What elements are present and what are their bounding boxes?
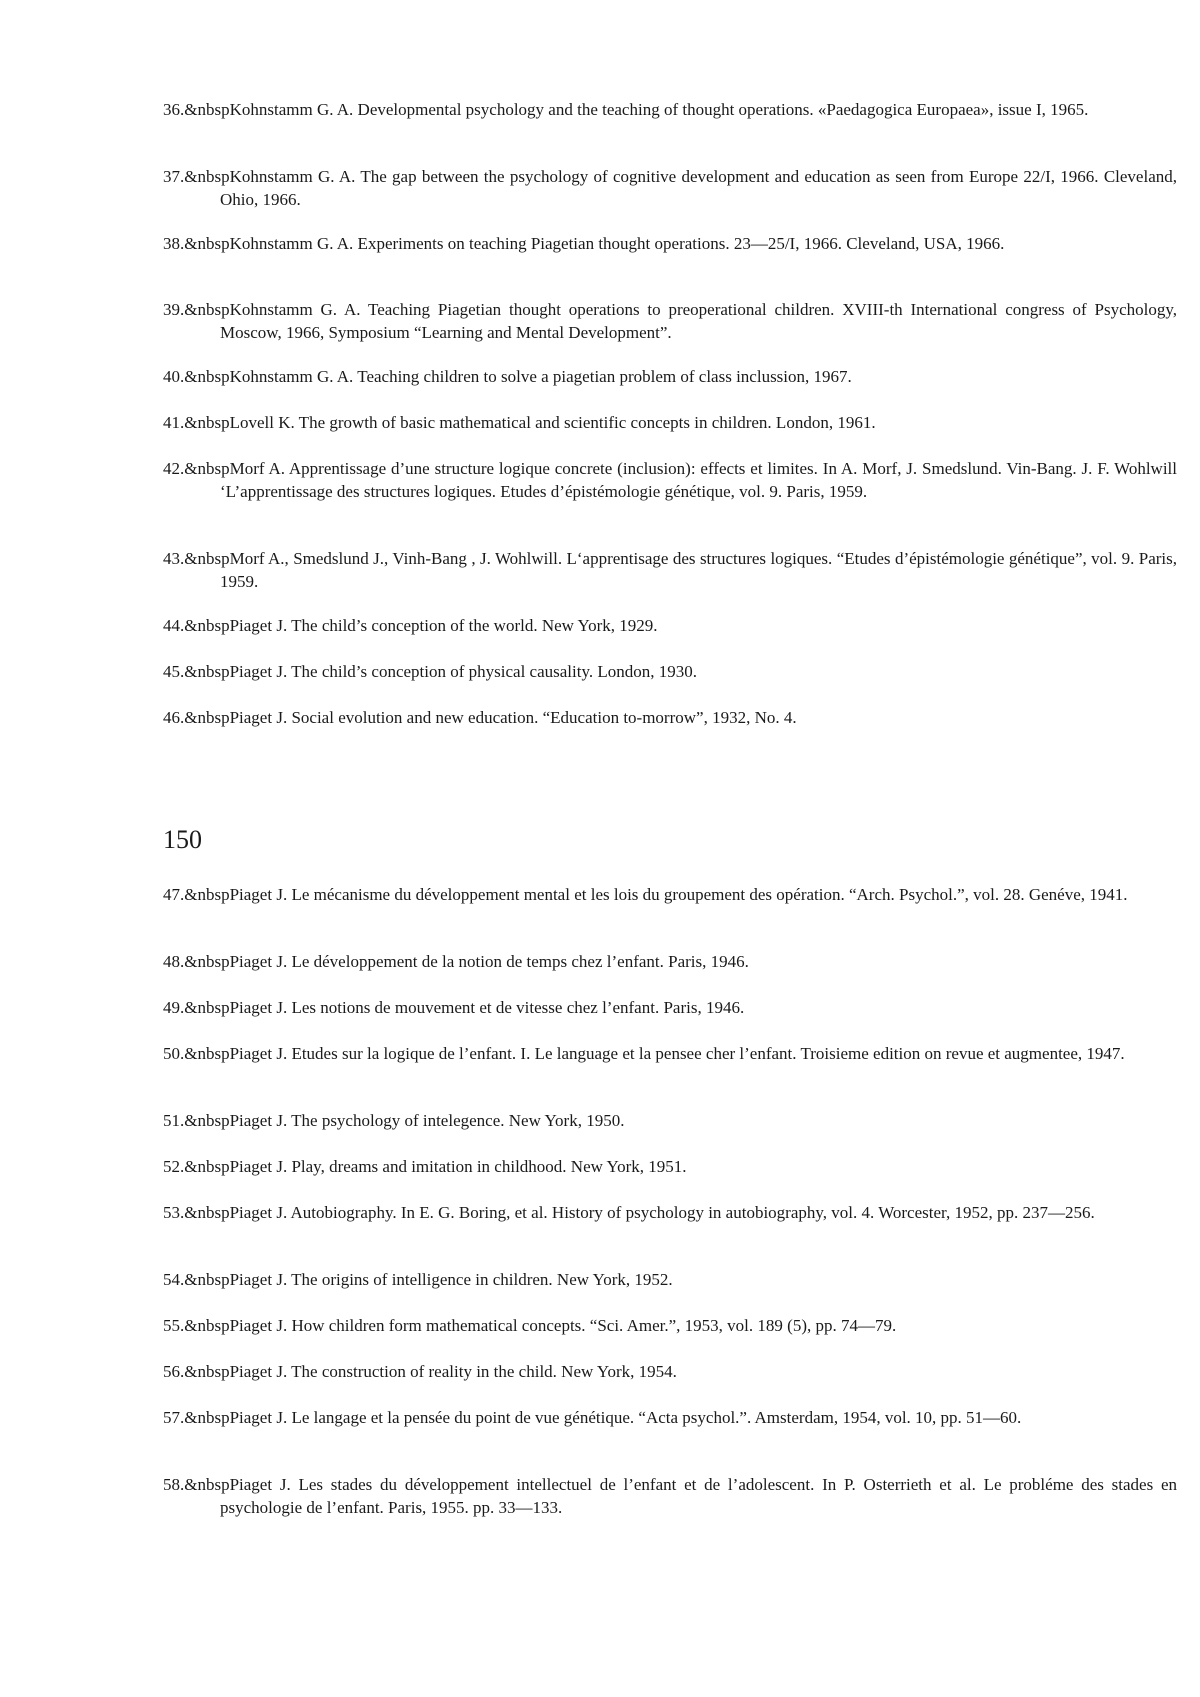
reference-number: 54. — [163, 1270, 185, 1289]
reference-text: &nbspPiaget J. The origins of intelligence in children. New York, 1952. — [184, 1270, 673, 1289]
reference-number: 39. — [163, 300, 185, 319]
reference-number: 36. — [163, 100, 185, 119]
reference-item — [163, 1155, 1177, 1178]
reference-text: &nbspPiaget J. Autobiography. In E. G. Boring, et al. History of psychology in autobiography, vol. 4. Worcester, 1952, pp. 237—256. — [184, 1203, 1095, 1222]
reference-text: &nbspKohnstamm G. A. Experiments on teaching Piagetian thought operations. 23—25/I, 1966. Cleveland, USA, 1966. — [184, 234, 1005, 253]
reference-item — [163, 950, 1177, 973]
reference-item — [163, 706, 1177, 729]
reference-text: &nbspPiaget J. The psychology of intelegence. New York, 1950. — [184, 1111, 625, 1130]
reference-text: &nbspPiaget J. How children form mathematical concepts. “Sci. Amer.”, 1953, vol. 189 (5), pp. 74—79. — [184, 1316, 897, 1335]
reference-number: 58. — [163, 1475, 185, 1494]
reference-text: &nbspPiaget J. The construction of reality in the child. New York, 1954. — [184, 1362, 677, 1381]
reference-item — [163, 547, 1177, 593]
reference-text: &nbspPiaget J. Le mécanisme du développement mental et les lois du groupement des opération. “Arch. Psychol.”, vol. 28. Genéve, 1941. — [184, 885, 1128, 904]
reference-item — [163, 1201, 1177, 1224]
reference-number: 42. — [163, 459, 185, 478]
reference-item — [163, 614, 1177, 637]
reference-item — [163, 1406, 1177, 1429]
reference-text: &nbspPiaget J. Etudes sur la logique de l’enfant. I. Le language et la pensee cher l’enfant. Troisieme edition on revue et augmentee, 1947. — [184, 1044, 1125, 1063]
reference-number: 41. — [163, 413, 185, 432]
reference-number: 57. — [163, 1408, 185, 1427]
reference-number: 50. — [163, 1044, 185, 1063]
reference-item — [163, 1314, 1177, 1337]
reference-number: 51. — [163, 1111, 185, 1130]
reference-text: &nbspKohnstamm G. A. Teaching Piagetian thought operations to preoperational children. XVIII-th International congress of Psychology, Moscow, 1966, Symposium “Learning and Mental Development”. — [184, 300, 1177, 342]
reference-item — [163, 660, 1177, 683]
reference-number: 44. — [163, 616, 185, 635]
reference-number: 38. — [163, 234, 185, 253]
reference-item — [163, 883, 1177, 906]
reference-text: &nbspPiaget J. Le langage et la pensée du point de vue génétique. “Acta psychol.”. Amsterdam, 1954, vol. 10, pp. 51—60. — [184, 1408, 1022, 1427]
reference-number: 53. — [163, 1203, 185, 1222]
reference-item — [163, 365, 1177, 388]
reference-item — [163, 411, 1177, 434]
reference-number: 47. — [163, 885, 185, 904]
reference-text: &nbspPiaget J. The child’s conception of the world. New York, 1929. — [184, 616, 658, 635]
reference-number: 55. — [163, 1316, 185, 1335]
reference-item — [163, 232, 1177, 255]
reference-text: &nbspKohnstamm G. A. Developmental psychology and the teaching of thought operations. «Paedagogica Europaea», issue I, 1965. — [184, 100, 1089, 119]
reference-text: &nbspPiaget J. Les notions de mouvement et de vitesse chez l’enfant. Paris, 1946. — [184, 998, 745, 1017]
reference-item — [163, 298, 1177, 344]
reference-item — [163, 996, 1177, 1019]
reference-item — [163, 1473, 1177, 1519]
reference-text: &nbspMorf A., Smedslund J., Vinh-Bang , J. Wohlwill. L‘apprentisage des structures logiques. “Etudes d’épistémologie génétique”, vol. 9. Paris, 1959. — [184, 549, 1177, 591]
reference-item — [163, 457, 1177, 503]
reference-number: 37. — [163, 167, 185, 186]
page-number: 150 — [163, 825, 202, 854]
reference-text: &nbspKohnstamm G. A. The gap between the psychology of cognitive development and education as seen from Europe 22/I, 1966. Cleveland, Ohio, 1966. — [184, 167, 1177, 209]
reference-number: 52. — [163, 1157, 185, 1176]
reference-text: &nbspPiaget J. Les stades du développement intellectuel de l’enfant et de l’adolescent. In P. Osterrieth et al. Le probléme des stades en psychologie de l’enfant. Paris, 1955. pp. 33—133. — [184, 1475, 1177, 1517]
reference-item — [163, 165, 1177, 211]
reference-number: 48. — [163, 952, 185, 971]
reference-text: &nbspPiaget J. Play, dreams and imitation in childhood. New York, 1951. — [184, 1157, 687, 1176]
reference-number: 56. — [163, 1362, 185, 1381]
reference-number: 46. — [163, 708, 185, 727]
reference-text: &nbspKohnstamm G. A. Teaching children to solve a piagetian problem of class inclussion, 1967. — [184, 367, 852, 386]
reference-item — [163, 1109, 1177, 1132]
reference-item — [163, 1360, 1177, 1383]
reference-text: &nbspPiaget J. The child’s conception of physical causality. London, 1930. — [184, 662, 697, 681]
reference-item — [163, 98, 1177, 121]
reference-text: &nbspPiaget J. Le développement de la notion de temps chez l’enfant. Paris, 1946. — [184, 952, 749, 971]
reference-item — [163, 1042, 1177, 1065]
reference-item — [163, 1268, 1177, 1291]
reference-text: &nbspMorf A. Apprentissage d’une structure logique concrete (inclusion): effects et limites. In A. Morf, J. Smedslund. Vin-Bang. J. F. Wohlwill ‘L’apprentissage des structures logiques. Etudes d’épistémologie génétique, vol. 9. Paris, 1959. — [184, 459, 1177, 501]
reference-number: 43. — [163, 549, 185, 568]
reference-number: 49. — [163, 998, 185, 1017]
reference-number: 45. — [163, 662, 185, 681]
reference-text: &nbspLovell K. The growth of basic mathematical and scientific concepts in children. London, 1961. — [184, 413, 876, 432]
reference-text: &nbspPiaget J. Social evolution and new education. “Education to-morrow”, 1932, No. 4. — [184, 708, 797, 727]
reference-number: 40. — [163, 367, 185, 386]
